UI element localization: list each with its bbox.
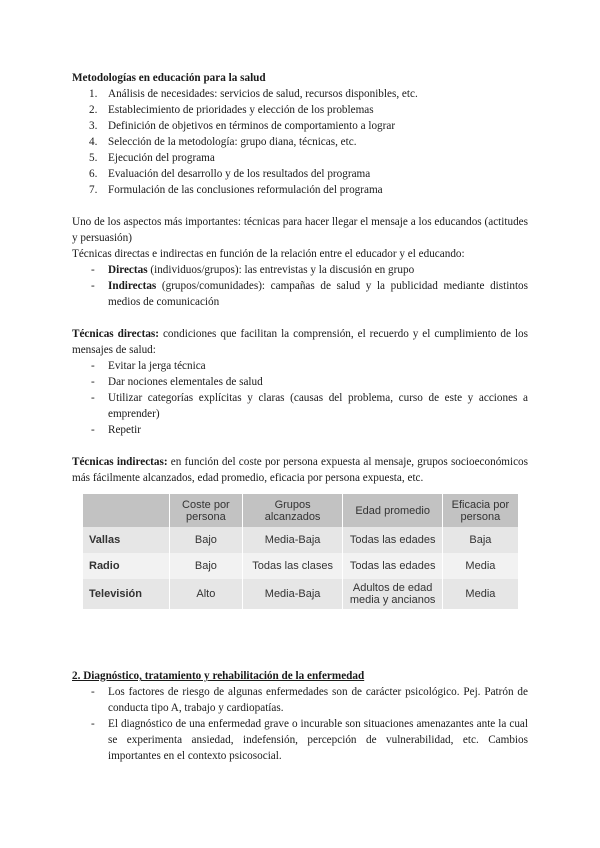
list-item: - Directas (individuos/grupos): las entrevistas y la discusión en grupo	[72, 262, 528, 278]
intro-paragraph-2: Técnicas directas e indirectas en función de la relación entre el educador y el educando:	[72, 248, 465, 260]
table-row	[83, 527, 519, 553]
indirect-techniques-paragraph: Técnicas indirectas: en función del coste por persona expuesta al mensaje, grupos socioeconómicos más fácilmente alcanzados, edad promedio, eficacia por persona expuesta, etc.	[72, 456, 529, 484]
section-diagnostico	[72, 668, 528, 764]
table-cell: Media	[442, 579, 518, 609]
table-row	[83, 553, 519, 579]
spacer	[72, 198, 528, 214]
table-cell: Media-Baja	[242, 579, 343, 609]
list-item: - Dar nociones elementales de salud	[72, 374, 528, 390]
table-cell: Adultos de edad media y ancianos	[343, 579, 442, 609]
section-heading: Metodologías en educación para la salud	[72, 72, 266, 84]
table-header-cell: Coste por persona	[170, 494, 243, 527]
table-row-label: Vallas	[83, 527, 170, 553]
list-item: 5. Ejecución del programa	[89, 152, 215, 164]
direct-techniques-paragraph: Técnicas directas: condiciones que facilitan la comprensión, el recuerdo y el cumplimiento de los mensajes de salud:	[72, 328, 528, 356]
table-cell: Bajo	[170, 527, 243, 553]
media-comparison-table	[83, 494, 519, 609]
table-cell: Todas las edades	[343, 553, 442, 579]
table-header-cell: Grupos alcanzados	[242, 494, 343, 527]
table-header-cell	[83, 494, 170, 527]
diagnosis-list	[72, 684, 528, 764]
spacer	[72, 310, 528, 326]
table-cell: Bajo	[170, 553, 243, 579]
table-cell: Alto	[170, 579, 243, 609]
table-cell: Baja	[442, 527, 518, 553]
list-item: 3. Definición de objetivos en términos de comportamiento a lograr	[89, 120, 396, 132]
list-item: - Utilizar categorías explícitas y claras (causas del problema, curso de este y acciones a emprender)	[72, 390, 528, 422]
table-header-row	[83, 494, 519, 527]
list-item: 6. Evaluación del desarrollo y de los resultados del programa	[89, 168, 371, 180]
list-item: - Los factores de riesgo de algunas enfermedades son de carácter psicológico. Pej. Patrón de conducta tipo A, trabajo y cardiopatías.	[72, 684, 528, 716]
table-row-label: Radio	[83, 553, 170, 579]
methodology-steps-list	[72, 86, 528, 198]
direct-techniques-list	[72, 358, 528, 438]
list-item: - Repetir	[72, 422, 528, 438]
list-item: - Indirectas (grupos/comunidades): campañas de salud y la publicidad mediante distintos medios de comunicación	[72, 278, 528, 310]
technique-types-list	[72, 262, 528, 310]
table-cell: Media-Baja	[242, 527, 343, 553]
list-item: 2. Establecimiento de prioridades y elección de los problemas	[89, 104, 374, 116]
section-metodologias	[72, 70, 528, 609]
table-cell: Todas las clases	[242, 553, 343, 579]
list-item: 4. Selección de la metodología: grupo diana, técnicas, etc.	[89, 136, 357, 148]
section-heading-2: 2. Diagnóstico, tratamiento y rehabilitación de la enfermedad	[72, 670, 365, 682]
table-cell: Todas las edades	[343, 527, 442, 553]
spacer	[72, 438, 528, 454]
list-item: - El diagnóstico de una enfermedad grave o incurable son situaciones amenazantes ante la cual se experimenta ansiedad, indefensión, percepción de vulnerabilidad, etc. Cambios importantes en el contexto psicosocial.	[72, 716, 528, 764]
table-header-cell: Eficacia por persona	[442, 494, 518, 527]
list-item: 1. Análisis de necesidades: servicios de salud, recursos disponibles, etc.	[89, 88, 418, 100]
intro-paragraph: Uno de los aspectos más importantes: técnicas para hacer llegar el mensaje a los educandos (actitudes y persuasión)	[72, 216, 528, 244]
list-item: 7. Formulación de las conclusiones reformulación del programa	[89, 184, 383, 196]
table-row-label: Televisión	[83, 579, 170, 609]
table-cell: Media	[442, 553, 518, 579]
table-row	[83, 579, 519, 609]
list-item: - Evitar la jerga técnica	[72, 358, 528, 374]
table-header-cell: Edad promedio	[343, 494, 442, 527]
